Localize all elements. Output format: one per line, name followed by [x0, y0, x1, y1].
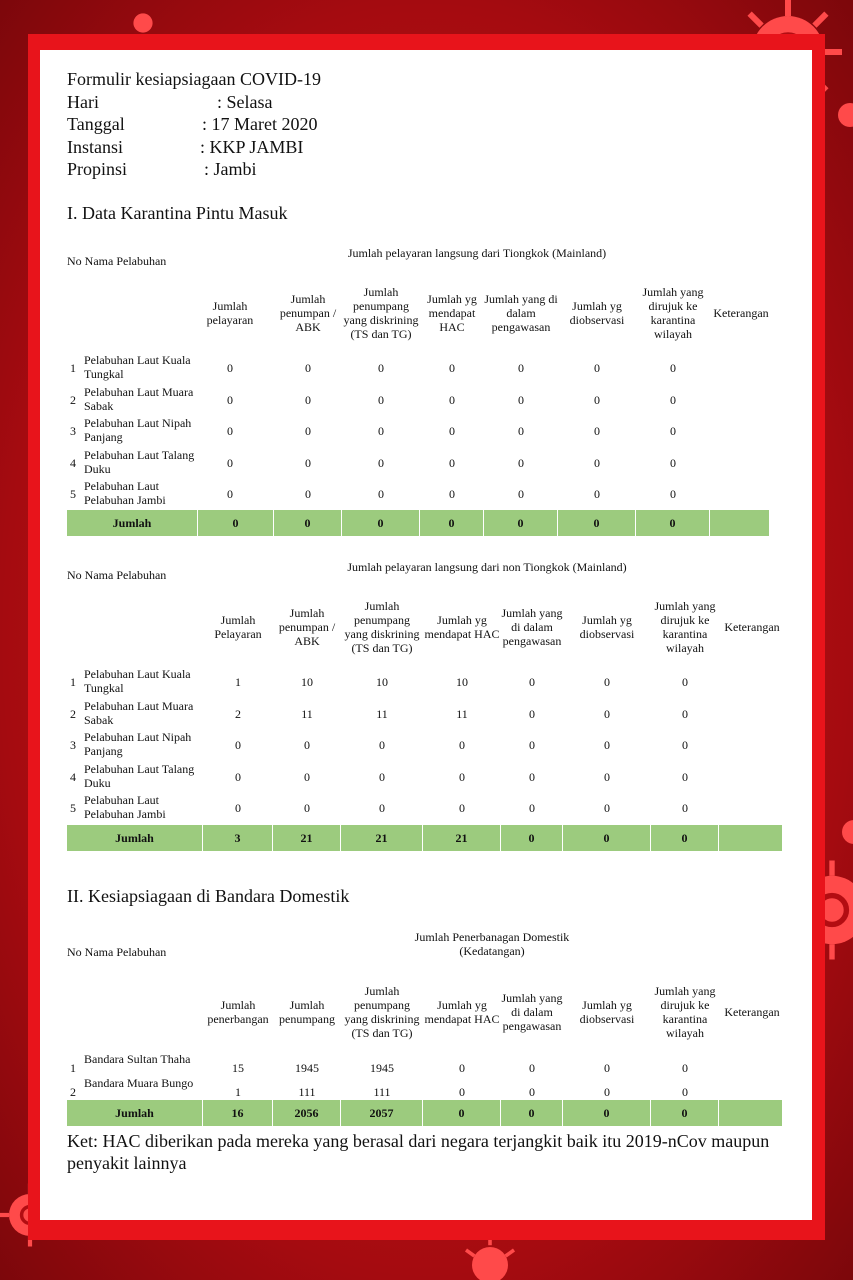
total-cell: 0	[651, 825, 719, 851]
total-cell	[719, 1100, 783, 1126]
total-cell: 0	[563, 825, 651, 851]
row-name: Pelabuhan Laut Kuala Tungkal	[84, 353, 191, 381]
group-header: Jumlah pelayaran langsung dari non Tiongkok (Mainland)	[347, 560, 627, 574]
total-cell: 0	[274, 510, 342, 536]
table-row	[67, 666, 785, 696]
row-cell: 0	[449, 487, 455, 501]
total-cell: 21	[423, 825, 501, 851]
row-cell: 0	[529, 1061, 535, 1075]
table-row	[67, 698, 785, 728]
row-name: Pelabuhan Laut Pelabuhan Jambi	[84, 479, 166, 507]
row-cell: 0	[449, 361, 455, 375]
row-cell: 0	[518, 455, 524, 470]
row-number: 1	[70, 675, 76, 689]
row-cell: 0	[670, 487, 676, 501]
column-header: Keterangan	[713, 306, 769, 320]
row-cell: 0	[235, 801, 241, 815]
row-name: Pelabuhan Laut Talang Duku	[84, 447, 195, 476]
row-cell: 0	[378, 424, 384, 438]
total-cell: 3	[203, 825, 273, 851]
field-value: : 17 Maret 2020	[202, 114, 318, 134]
column-header: Jumlah penumpan / ABK	[279, 292, 337, 334]
table-row	[67, 415, 772, 445]
row-cell: 1945	[295, 1061, 319, 1075]
table-row	[67, 384, 772, 414]
row-cell: 1	[235, 675, 241, 689]
row-cell: 0	[227, 455, 233, 470]
row-cell: 0	[682, 675, 688, 689]
row-cell: 0	[682, 1085, 688, 1099]
column-header: Jumlah yang dirujuk ke karantina wilayah	[642, 285, 704, 341]
row-name: Pelabuhan Laut Muara Sabak	[84, 384, 194, 413]
total-cell: 0	[651, 1100, 719, 1126]
row-cell: 0	[449, 424, 455, 438]
total-cell	[719, 825, 783, 851]
total-cell: 0	[423, 1100, 501, 1126]
row-cell: 0	[594, 392, 600, 407]
row-cell: 0	[682, 801, 688, 815]
row-cell: 0	[235, 769, 241, 784]
total-cell: 0	[501, 1100, 563, 1126]
row-cell: 0	[305, 487, 311, 501]
row-cell: 0	[305, 392, 311, 407]
total-cell: 21	[341, 825, 423, 851]
total-cell: 0	[420, 510, 484, 536]
row-cell: 0	[682, 706, 688, 721]
row-cell: 0	[227, 424, 233, 438]
row-name: Pelabuhan Laut Nipah Panjang	[84, 416, 192, 444]
total-cell: 2056	[273, 1100, 341, 1126]
row-cell: 0	[459, 801, 465, 815]
column-header: Keterangan	[724, 620, 780, 634]
row-number: 3	[70, 424, 76, 438]
row-number: 5	[70, 801, 76, 815]
row-cell: 15	[232, 1061, 244, 1075]
total-row	[67, 1100, 783, 1126]
table-row	[67, 447, 772, 477]
row-cell: 0	[305, 455, 311, 470]
row-cell: 0	[682, 1061, 688, 1075]
total-label: Jumlah	[67, 825, 203, 851]
column-header: Jumlah yang dirujuk ke karantina wilayah	[654, 599, 716, 655]
row-number: 2	[70, 706, 76, 721]
row-cell: 0	[518, 487, 524, 501]
total-cell: 0	[501, 825, 563, 851]
total-cell: 16	[203, 1100, 273, 1126]
row-cell: 0	[529, 769, 535, 784]
column-header: Keterangan	[724, 1005, 780, 1019]
column-header: Jumlah penumpang	[279, 998, 335, 1026]
row-cell: 0	[459, 738, 465, 752]
row-cell: 0	[459, 1085, 465, 1099]
total-cell: 0	[198, 510, 274, 536]
row-number: 2	[70, 1085, 76, 1099]
row-cell: 0	[670, 424, 676, 438]
row-number: 4	[70, 455, 76, 470]
group-header: Jumlah Penerbanagan Domestik	[414, 930, 570, 944]
total-label: Jumlah	[67, 510, 198, 536]
column-header: Jumlah pelayaran	[206, 299, 254, 327]
row-number: 5	[70, 487, 76, 501]
table-row	[67, 729, 785, 759]
row-cell: 0	[529, 801, 535, 815]
row-cell: 0	[518, 424, 524, 438]
row-number: 1	[70, 1061, 76, 1075]
column-header: Jumlah penerbangan	[207, 998, 269, 1026]
row-cell: 0	[304, 769, 310, 784]
row-cell: 11	[376, 706, 388, 721]
row-number: 1	[70, 361, 76, 375]
row-cell: 0	[604, 1085, 610, 1099]
total-cell: 21	[273, 825, 341, 851]
row-cell: 0	[379, 801, 385, 815]
total-cell: 0	[563, 1100, 651, 1126]
column-header: Jumlah penumpang yang diskrining (TS dan TG)	[344, 599, 420, 655]
row-cell: 0	[378, 487, 384, 501]
field-label: Tanggal	[67, 114, 125, 134]
row-cell: 0	[378, 455, 384, 470]
row-name: Pelabuhan Laut Talang Duku	[84, 761, 195, 790]
column-header: Jumlah yg mendapat HAC	[427, 292, 477, 334]
row-cell: 0	[594, 424, 600, 438]
row-cell: 0	[670, 392, 676, 407]
row-cell: 0	[529, 738, 535, 752]
row-cell: 0	[459, 1061, 465, 1075]
group-header: Jumlah pelayaran langsung dari Tiongkok (Mainland)	[347, 246, 607, 260]
total-cell: 0	[484, 510, 558, 536]
column-header: Jumlah penumpan / ABK	[278, 606, 336, 648]
no-name-header: No Nama Pelabuhan	[67, 945, 167, 959]
row-cell: 0	[305, 424, 311, 438]
table-bandara-domestik	[67, 930, 785, 1130]
column-header: Jumlah yg diobservasi	[579, 613, 635, 641]
total-cell: 0	[342, 510, 420, 536]
row-cell: 0	[604, 706, 610, 721]
total-row	[67, 510, 770, 536]
total-cell	[710, 510, 770, 536]
row-cell: 10	[301, 675, 313, 689]
section-title: II. Kesiapsiagaan di Bandara Domestik	[67, 886, 350, 906]
row-cell: 0	[529, 1085, 535, 1099]
row-cell: 0	[518, 361, 524, 375]
table-row	[67, 352, 772, 382]
row-number: 3	[70, 738, 76, 752]
row-cell: 0	[378, 392, 384, 407]
row-cell: 0	[529, 706, 535, 721]
row-cell: 0	[379, 769, 385, 784]
group-subheader: (Kedatangan)	[459, 944, 525, 958]
row-cell: 10	[376, 675, 388, 689]
column-header: Jumlah penumpang yang diskrining (TS dan TG)	[344, 984, 420, 1040]
field-value: : Selasa	[217, 91, 273, 112]
column-header: Jumlah yg mendapat HAC	[424, 613, 500, 641]
row-cell: 0	[227, 392, 233, 407]
column-header: Jumlah yang dirujuk ke karantina wilayah	[654, 984, 716, 1040]
column-header: Jumlah yg diobservasi	[569, 299, 625, 327]
row-name: Pelabuhan Laut Nipah Panjang	[84, 730, 192, 758]
field-value: : Jambi	[204, 159, 257, 179]
row-cell: 0	[529, 675, 535, 689]
column-header: Jumlah yg diobservasi	[579, 998, 635, 1026]
field-value: : KKP JAMBI	[200, 136, 304, 157]
row-cell: 0	[682, 738, 688, 752]
row-name: Pelabuhan Laut Kuala Tungkal	[84, 667, 191, 695]
total-cell: 0	[558, 510, 636, 536]
section-title: I. Data Karantina Pintu Masuk	[67, 203, 288, 223]
field-label: Instansi	[67, 136, 123, 157]
row-name: Pelabuhan Laut Muara Sabak	[84, 698, 194, 727]
column-header: Jumlah Pelayaran	[214, 613, 262, 641]
row-cell: 0	[304, 738, 310, 752]
row-cell: 0	[604, 801, 610, 815]
row-cell: 0	[304, 801, 310, 815]
row-cell: 0	[594, 361, 600, 375]
table-row	[67, 761, 785, 791]
no-name-header: No Nama Pelabuhan	[67, 254, 167, 268]
column-header: Jumlah yang di dalam pengawasan	[501, 991, 563, 1033]
row-cell: 0	[379, 738, 385, 752]
row-cell: 0	[682, 769, 688, 784]
row-cell: 0	[604, 738, 610, 752]
footnote: Ket: HAC diberikan pada mereka yang berasal dari negara terjangkit baik itu 2019-nCov maupun penyakit lainnya	[67, 1131, 770, 1173]
row-cell: 0	[518, 392, 524, 407]
row-cell: 2	[235, 706, 241, 721]
row-cell: 1945	[370, 1061, 394, 1075]
row-name: Bandara Sultan Thaha	[84, 1052, 191, 1066]
table-karantina-tiongkok	[67, 246, 772, 536]
row-cell: 0	[594, 455, 600, 470]
row-cell: 0	[449, 392, 455, 407]
total-cell: 2057	[341, 1100, 423, 1126]
row-cell: 0	[670, 361, 676, 375]
column-header: Jumlah yg mendapat HAC	[424, 998, 500, 1026]
table-row	[67, 792, 785, 822]
row-cell: 0	[227, 361, 233, 375]
row-name: Pelabuhan Laut Pelabuhan Jambi	[84, 793, 166, 821]
total-label: Jumlah	[67, 1100, 203, 1126]
row-cell: 0	[594, 487, 600, 501]
row-cell: 11	[301, 706, 313, 721]
column-header: Jumlah penumpang yang diskrining (TS dan TG)	[343, 285, 419, 341]
row-cell: 1	[235, 1085, 241, 1099]
row-number: 2	[70, 392, 76, 407]
row-name: Bandara Muara Bungo	[84, 1076, 194, 1090]
field-label: Hari	[67, 91, 99, 112]
field-label: Propinsi	[67, 159, 128, 179]
form-title-text: Formulir kesiapsiagaan COVID-19	[67, 69, 321, 89]
row-cell: 0	[305, 361, 311, 375]
row-cell: 0	[449, 455, 455, 470]
column-header: Jumlah yang di dalam pengawasan	[484, 292, 558, 334]
row-cell: 0	[604, 675, 610, 689]
total-row	[67, 825, 783, 851]
no-name-header: No Nama Pelabuhan	[67, 568, 167, 582]
table-karantina-non-tiongkok	[67, 560, 785, 854]
row-cell: 111	[298, 1085, 316, 1099]
row-cell: 11	[456, 706, 468, 721]
row-cell: 0	[227, 487, 233, 501]
row-cell: 0	[604, 769, 610, 784]
row-cell: 0	[459, 769, 465, 784]
row-cell: 0	[378, 361, 384, 375]
row-cell: 0	[235, 738, 241, 752]
row-cell: 0	[604, 1061, 610, 1075]
table-row	[67, 478, 772, 508]
row-number: 4	[70, 769, 76, 784]
column-header: Jumlah yang di dalam pengawasan	[501, 606, 563, 648]
row-cell: 111	[373, 1085, 391, 1099]
row-cell: 0	[670, 455, 676, 470]
row-cell: 10	[456, 675, 468, 689]
total-cell: 0	[636, 510, 710, 536]
